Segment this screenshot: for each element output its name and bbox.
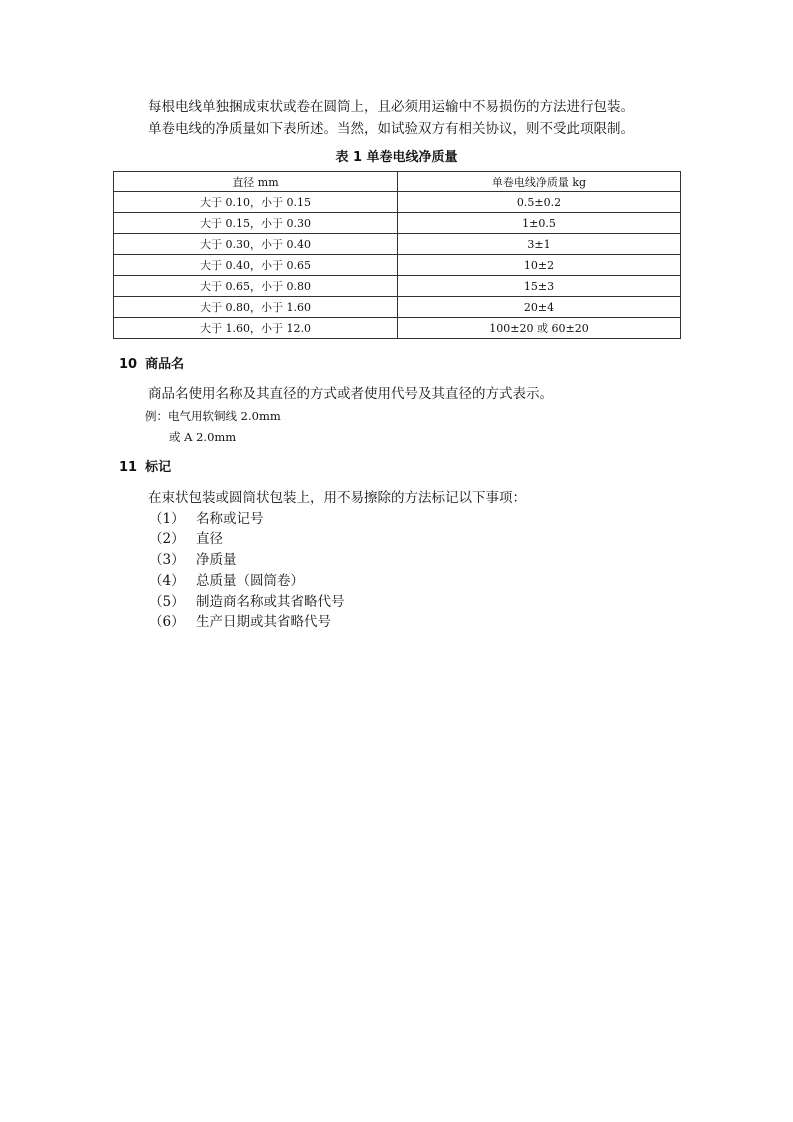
list-item <box>149 592 345 612</box>
section-10-body: 商品名使用名称及其直径的方式或者使用代号及其直径的方式表示。 <box>148 386 553 402</box>
net-mass-cell: 20±4 <box>398 297 681 318</box>
list-item <box>149 571 304 591</box>
net-mass-cell: 10±2 <box>398 255 681 276</box>
table-row <box>114 276 681 297</box>
list-item-text: 制造商名称或其省略代号 <box>196 594 345 610</box>
table-row <box>114 297 681 318</box>
list-item-index: （6） <box>149 614 185 630</box>
diameter-cell: 大于 0.80，小于 1.60 <box>114 297 398 318</box>
section-10-example-line-1: 例：电气用软铜线 2.0mm <box>145 409 281 423</box>
diameter-cell: 大于 0.65，小于 0.80 <box>114 276 398 297</box>
net-mass-cell: 100±20 或 60±20 <box>398 318 681 339</box>
section-10-example-line-2: 或 A 2.0mm <box>169 430 237 444</box>
net-mass-cell: 15±3 <box>398 276 681 297</box>
diameter-cell: 大于 0.10，小于 0.15 <box>114 192 398 213</box>
diameter-cell: 大于 0.15，小于 0.30 <box>114 213 398 234</box>
list-item-index: （1） <box>149 511 185 527</box>
table-row <box>114 234 681 255</box>
list-item-text: 总质量（圆筒卷） <box>196 573 304 589</box>
table-row <box>114 318 681 339</box>
list-item <box>149 529 223 549</box>
net-mass-cell: 3±1 <box>398 234 681 255</box>
intro-paragraph-line-1: 每根电线单独捆成束状或卷在圆筒上，且必须用运输中不易损伤的方法进行包装。 <box>148 99 634 115</box>
diameter-column-header: 直径 mm <box>114 172 398 192</box>
section-11-heading <box>119 459 171 477</box>
list-item-text: 名称或记号 <box>196 511 264 527</box>
table-caption: 表 1 单卷电线净质量 <box>335 150 458 165</box>
intro-paragraph-line-2: 单卷电线的净质量如下表所述。当然，如试验双方有相关协议，则不受此项限制。 <box>148 121 634 137</box>
diameter-cell: 大于 1.60，小于 12.0 <box>114 318 398 339</box>
list-item-index: （5） <box>149 594 185 610</box>
diameter-cell: 大于 0.30，小于 0.40 <box>114 234 398 255</box>
list-item <box>149 509 264 529</box>
section-11-number: 11 <box>119 460 138 475</box>
net-mass-table <box>113 171 681 339</box>
net-mass-cell: 1±0.5 <box>398 213 681 234</box>
section-11-title: 标记 <box>145 460 172 475</box>
table-row <box>114 255 681 276</box>
list-item-text: 生产日期或其省略代号 <box>196 614 331 630</box>
section-11-body: 在束状包装或圆筒状包装上，用不易擦除的方法标记以下事项： <box>148 490 526 506</box>
list-item-index: （4） <box>149 573 185 589</box>
table-header-row <box>114 172 681 192</box>
list-item-index: （2） <box>149 531 185 547</box>
table-row <box>114 192 681 213</box>
list-item-index: （3） <box>149 552 185 568</box>
net-mass-column-header: 单卷电线净质量 kg <box>398 172 681 192</box>
net-mass-cell: 0.5±0.2 <box>398 192 681 213</box>
list-item <box>149 612 331 632</box>
diameter-cell: 大于 0.40，小于 0.65 <box>114 255 398 276</box>
section-10-title: 商品名 <box>145 357 185 372</box>
table-row <box>114 213 681 234</box>
list-item <box>149 550 237 570</box>
section-10-heading <box>119 356 184 374</box>
section-10-number: 10 <box>119 357 138 372</box>
list-item-text: 直径 <box>196 531 223 547</box>
list-item-text: 净质量 <box>196 552 237 568</box>
